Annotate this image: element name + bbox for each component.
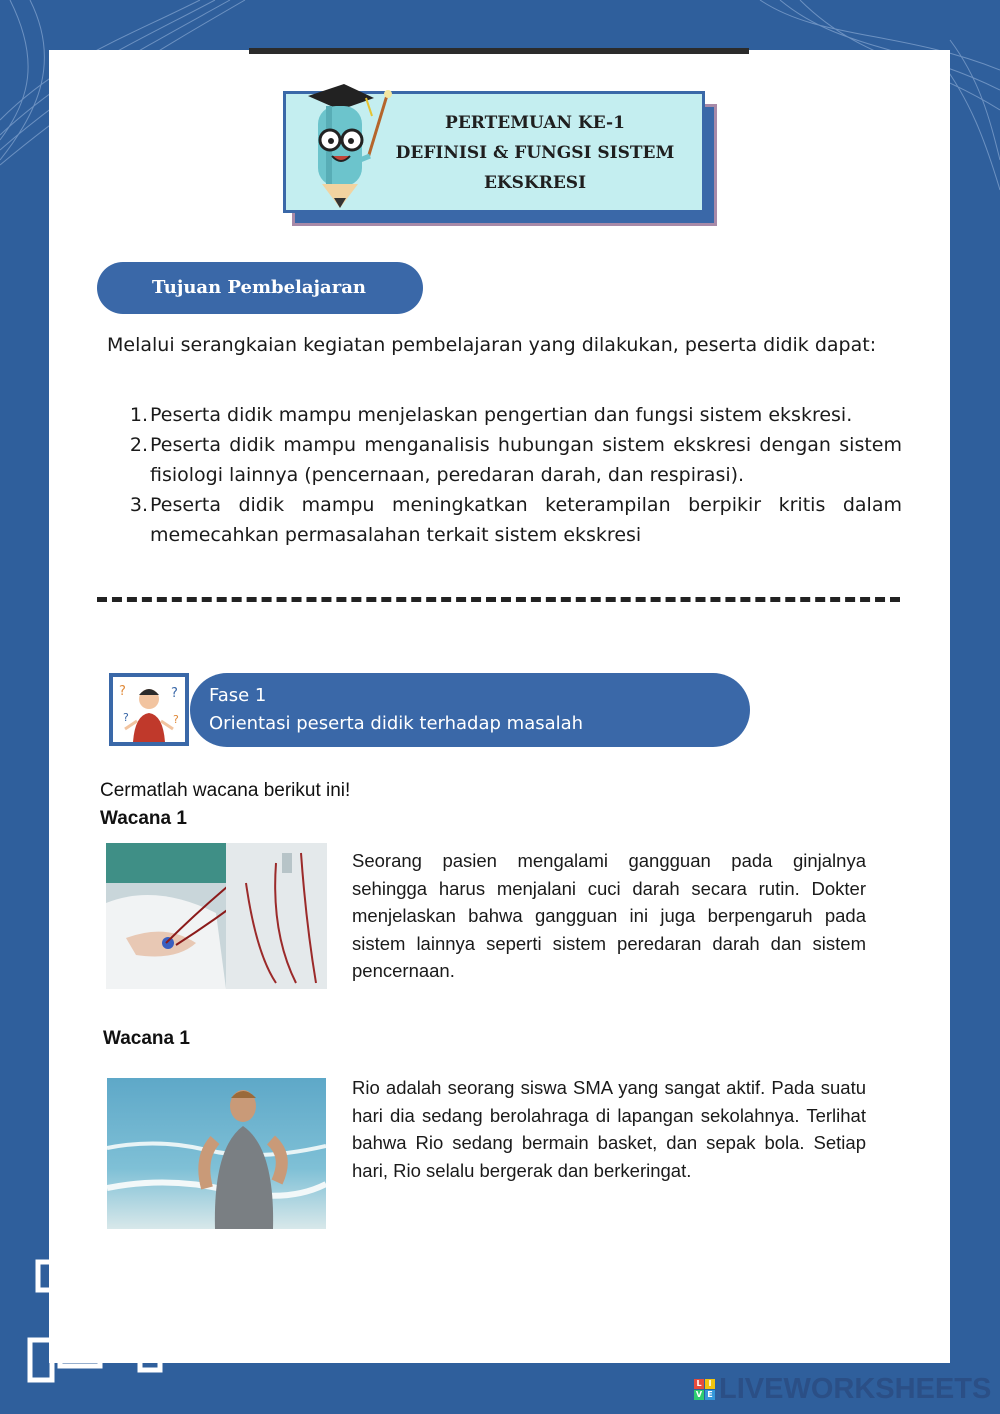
objectives-list [107, 400, 902, 550]
section-divider [97, 597, 900, 602]
objective-text: Peserta didik mampu meningkatkan keterampilan berpikir kritis dalam memecahkan permasalahan terkait sistem ekskresi [150, 494, 902, 546]
dialysis-photo [106, 843, 327, 989]
top-divider [249, 48, 749, 54]
objective-number: 1. [129, 404, 148, 426]
pencil-mascot-icon [296, 80, 396, 220]
objective-item [107, 400, 902, 430]
svg-text:?: ? [119, 684, 126, 699]
reading-instruction: Cermatlah wacana berikut ini! [100, 780, 351, 801]
running-man-photo [107, 1078, 326, 1229]
objective-number: 2. [129, 434, 148, 456]
phase-label: Fase 1 [209, 685, 267, 706]
svg-text:?: ? [173, 713, 179, 726]
title-line-2: DEFINISI & FUNGSI SISTEM [395, 143, 675, 163]
title-line-3: EKSKRESI [483, 173, 587, 193]
objective-number: 3. [129, 494, 148, 516]
objective-item [107, 490, 902, 550]
passage-2-text: Rio adalah seorang siswa SMA yang sangat aktif. Pada suatu hari dia sedang berolahraga di lapangan sekolahnya. Terlihat bahwa Rio sedang bermain basket, dan sepak bola. Setiap hari, Rio selalu bergerak dan berkeringat. [352, 1077, 866, 1181]
phase-banner [190, 673, 750, 747]
liveworksheets-brand: LIVEWORKSHEETS [719, 1372, 992, 1405]
objectives-intro: Melalui serangkaian kegiatan pembelajaran yang dilakukan, peserta didik dapat: [107, 334, 877, 356]
phase-title: Orientasi peserta didik terhadap masalah [209, 713, 584, 734]
liveworksheets-mark-icon: L I V E [694, 1379, 715, 1400]
passage-2-title: Wacana 1 [103, 1028, 190, 1049]
objective-text: Peserta didik mampu menjelaskan pengertian dan fungsi sistem ekskresi. [150, 404, 853, 426]
passage-1-text: Seorang pasien mengalami gangguan pada ginjalnya sehingga harus menjalani cuci darah secara rutin. Dokter menjelaskan bahwa gangguan ini juga berpengaruh pada sistem lainnya seperti sistem peredaran darah dan sistem pencernaan. [352, 850, 866, 981]
confused-student-icon [113, 677, 185, 742]
objective-item [107, 430, 902, 490]
svg-text:?: ? [123, 711, 129, 724]
page-title [385, 108, 685, 198]
svg-text:?: ? [171, 686, 178, 701]
objectives-heading: Tujuan Pembelajaran [97, 262, 423, 314]
title-line-1: PERTEMUAN KE-1 [445, 113, 625, 133]
phase-icon-frame [109, 673, 189, 746]
liveworksheets-logo[interactable] [694, 1374, 991, 1404]
objective-text: Peserta didik mampu menganalisis hubungan sistem ekskresi dengan sistem fisiologi lainnya (pencernaan, peredaran darah, dan respirasi). [150, 434, 902, 486]
passage-1-title: Wacana 1 [100, 808, 187, 829]
